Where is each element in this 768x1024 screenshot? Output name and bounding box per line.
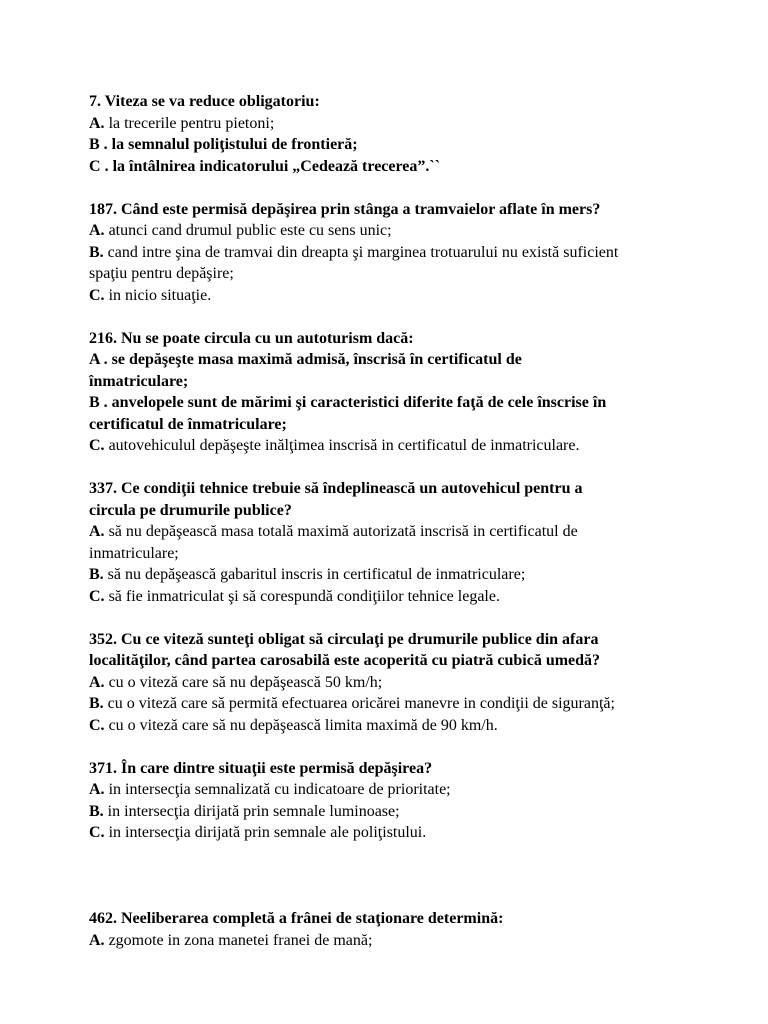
question-352: [89, 629, 729, 737]
question-7: [89, 91, 729, 177]
answer-b: [89, 392, 729, 414]
question-187: [89, 199, 729, 307]
answer-text: in intersecţia semnalizată cu indicatoare de prioritate;: [104, 781, 451, 798]
answer-text: . anvelopele sunt de mărimi şi caracteristici diferite faţă de cele înscrise în: [99, 394, 607, 411]
answer-letter: C.: [89, 437, 105, 454]
answer-text: inmatriculare;: [89, 544, 179, 562]
answer-a: [89, 521, 729, 543]
answer-c: [89, 156, 729, 178]
answer-text: atunci cand drumul public este cu sens unic;: [104, 222, 392, 239]
answer-text: cu o viteză care să permită efectuarea oricărei manevre in condiţii de siguranţă;: [103, 695, 615, 712]
question-title: 352. Cu ce viteză sunteţi obligat să circulaţi pe drumurile publice din afara: [89, 630, 599, 648]
question-title: 337. Ce condiţii tehnice trebuie să îndeplinească un autovehicul pentru a: [89, 480, 583, 497]
answer-letter: A.: [89, 673, 105, 691]
answer-text: zgomote in zona manetei franei de mană;: [104, 931, 373, 949]
answer-c: [89, 822, 729, 844]
answer-a: [89, 220, 729, 242]
answer-b-continued: [89, 414, 729, 436]
spacer: [89, 736, 729, 758]
answer-c: [89, 715, 729, 737]
answer-text: să fie inmatriculat şi să corespundă condiţiilor tehnice legale.: [104, 587, 500, 605]
answer-letter: A: [89, 351, 100, 368]
question-title: 462. Neeliberarea completă a frânei de staţionare determină:: [89, 910, 504, 927]
question-title: 216. Nu se poate circula cu un autoturism dacă:: [89, 329, 414, 347]
answer-a-continued: [89, 543, 729, 565]
document-page: [89, 91, 729, 951]
answer-a: [89, 349, 729, 371]
answer-letter: B.: [89, 243, 104, 261]
answer-text: să nu depăşească masa totală maximă autorizată inscrisă in certificatul de: [104, 523, 578, 540]
answer-c: [89, 435, 729, 457]
answer-a: [89, 930, 729, 952]
answer-letter: A.: [89, 781, 105, 798]
answer-text: cand intre şina de tramvai din dreapta şi marginea trotuarului nu există suficient: [103, 243, 619, 261]
answer-letter: C.: [89, 716, 105, 734]
answer-letter: A.: [89, 523, 105, 540]
answer-b: [89, 801, 729, 823]
question-title-continued: circula pe drumurile publice?: [89, 501, 292, 519]
answer-letter: C.: [89, 824, 105, 841]
answer-c: [89, 586, 729, 608]
answer-a-continued: [89, 371, 729, 393]
question-title-continued: localităţilor, când partea carosabilă este acoperită cu piatră cubică umedă?: [89, 652, 601, 669]
answer-b-continued: [89, 263, 729, 285]
answer-letter: C: [89, 157, 101, 175]
answer-letter: B.: [89, 695, 104, 712]
answer-b: [89, 693, 729, 715]
spacer: [89, 306, 729, 328]
question-title: 371. În care dintre situaţii este permisă depăşirea?: [89, 759, 433, 777]
answer-c: [89, 285, 729, 307]
answer-a: [89, 672, 729, 694]
answer-text: . la semnalul poliţistului de frontieră;: [99, 136, 358, 153]
answer-letter: B.: [89, 566, 104, 583]
question-216: [89, 328, 729, 457]
answer-text: certificatul de înmatriculare;: [89, 415, 287, 433]
spacer: [89, 844, 729, 909]
answer-text: cu o viteză care să nu depăşească limita maximă de 90 km/h.: [104, 716, 498, 734]
question-337: [89, 478, 729, 607]
spacer: [89, 457, 729, 479]
answer-text: in intersecţia dirijată prin semnale ale poliţistului.: [104, 824, 427, 841]
question-462: [89, 908, 729, 951]
answer-b: [89, 564, 729, 586]
answer-text: cu o viteză care să nu depăşească 50 km/h;: [104, 673, 383, 691]
answer-text: să nu depăşească gabaritul inscris in certificatul de inmatriculare;: [103, 566, 526, 583]
answer-letter: C.: [89, 587, 105, 605]
answer-a: [89, 113, 729, 135]
answer-letter: A.: [89, 931, 105, 949]
answer-text: autovehiculul depăşeşte inălţimea inscrisă in certificatul de inmatriculare.: [104, 437, 580, 454]
question-title: 7. Viteza se va reduce obligatoriu:: [89, 93, 320, 110]
answer-letter: A.: [89, 222, 105, 239]
answer-text: in nicio situaţie.: [104, 286, 212, 304]
answer-letter: B.: [89, 802, 104, 820]
question-title: 187. Când este permisă depăşirea prin stânga a tramvaielor aflate în mers?: [89, 200, 601, 218]
answer-letter: B: [89, 136, 100, 153]
spacer: [89, 177, 729, 199]
answer-a: [89, 779, 729, 801]
answer-b: [89, 242, 729, 264]
answer-letter: B: [89, 394, 100, 411]
answer-text: la trecerile pentru pietoni;: [104, 114, 275, 132]
answer-text: înmatriculare;: [89, 372, 189, 390]
answer-text: . la întâlnirea indicatorului „Cedează trecerea”.``: [100, 157, 441, 175]
question-371: [89, 758, 729, 844]
spacer: [89, 607, 729, 629]
answer-text: in intersecţia dirijată prin semnale luminoase;: [103, 802, 400, 820]
answer-letter: A.: [89, 114, 105, 132]
answer-letter: C.: [89, 286, 105, 304]
answer-text: . se depăşeşte masa maximă admisă, înscrisă în certificatul de: [99, 351, 522, 368]
answer-b: [89, 134, 729, 156]
answer-text: spaţiu pentru depăşire;: [89, 265, 234, 282]
